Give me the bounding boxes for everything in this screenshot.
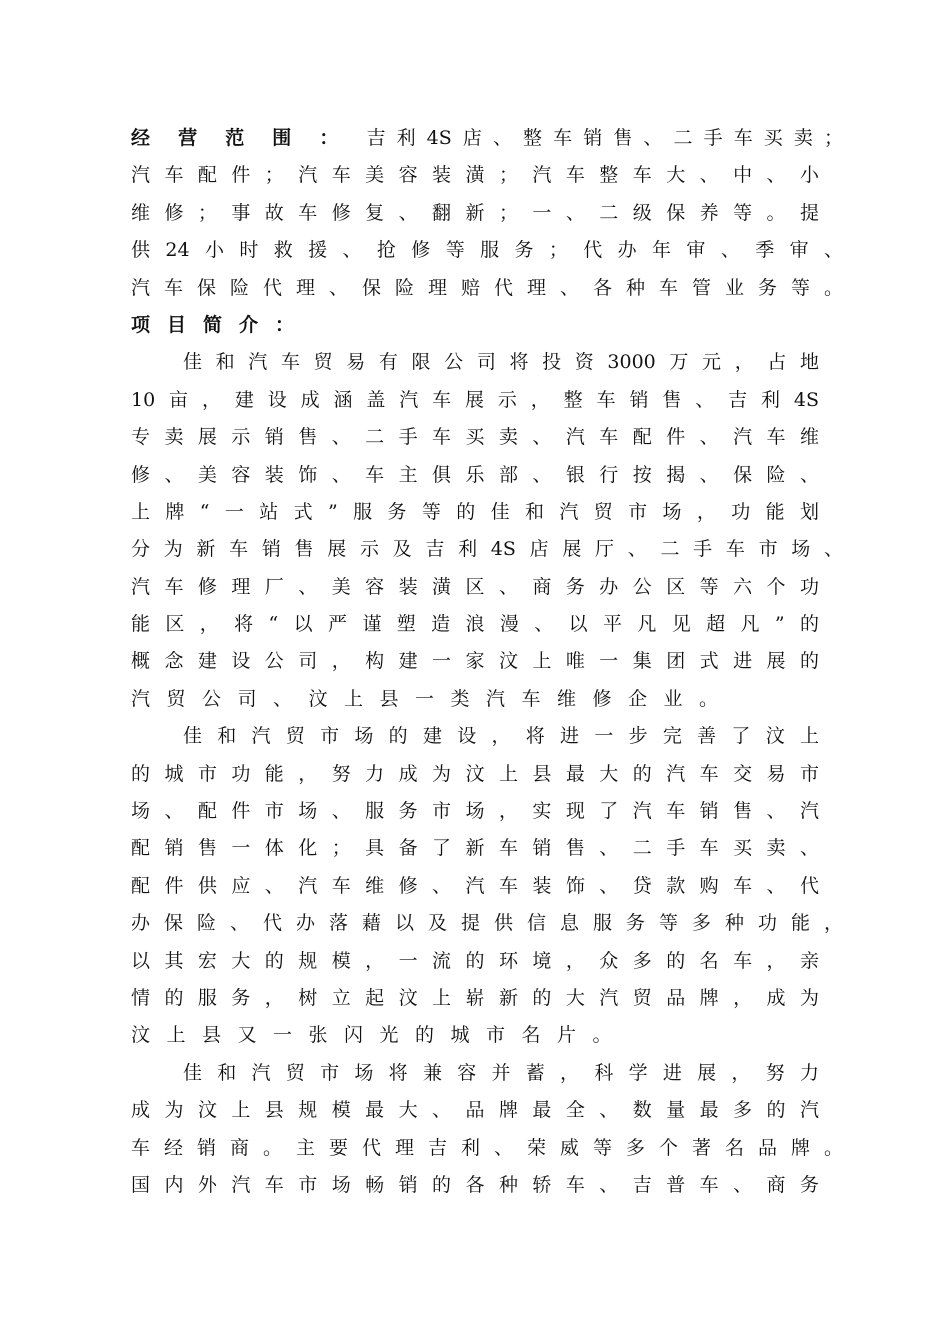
paragraph-2-line: 配件供应、汽车维修、汽车装饰、贷款购车、代	[131, 874, 819, 897]
paragraph-1-line: 10亩，建设成涵盖汽车展示，整车销售、吉利4S	[131, 388, 819, 411]
business-scope-line-1	[131, 120, 851, 157]
business-scope-line-5: 汽车保险代理、保险理赔代理、各种车管业务等。	[131, 276, 843, 299]
paragraph-1-line: 分为新车销售展示及吉利4S店展厅、二手车市场、	[131, 538, 843, 561]
paragraph-2-line: 办保险、代办落藉以及提供信息服务等多种功能，	[131, 912, 843, 935]
paragraph-2-line: 场、配件市场、服务市场，实现了汽车销售、汽	[131, 800, 819, 823]
document-page	[131, 120, 851, 1204]
business-scope-line-4: 供24小时救援、抢修等服务；代办年审、季审、	[131, 239, 843, 262]
paragraph-1-line: 能区，将“以严谨塑造浪漫、以平凡见超凡”的	[131, 613, 819, 636]
paragraph-1-line: 修、美容装饰、车主俱乐部、银行按揭、保险、	[131, 463, 819, 486]
paragraph-2-line: 以其宏大的规模，一流的环境，众多的名车，亲	[131, 949, 819, 972]
paragraph-2-line: 汶上县又一张闪光的城市名片。	[131, 1024, 629, 1047]
paragraph-1-line: 专卖展示销售、二手车买卖、汽车配件、汽车维	[131, 426, 819, 449]
paragraph-1-line: 汽贸公司、汶上县一类汽车维修企业。	[131, 687, 735, 710]
business-scope-line-2: 汽车配件；汽车美容装潢；汽车整车大、中、小	[131, 164, 819, 187]
paragraph-3-line: 成为汶上县规模最大、品牌最全、数量最多的汽	[131, 1099, 819, 1122]
paragraph-3-line: 国内外汽车市场畅销的各种轿车、吉普车、商务	[131, 1173, 819, 1196]
project-intro-heading: 项目简介：	[131, 313, 312, 336]
paragraph-1-line: 概念建设公司，构建一家汶上唯一集团式进展的	[131, 650, 819, 673]
paragraph-1-line: 佳和汽车贸易有限公司将投资3000万元，占地	[183, 351, 819, 374]
paragraph-1-line: 汽车修理厂、美容装潢区、商务办公区等六个功	[131, 575, 819, 598]
paragraph-2-line: 的城市功能，努力成为汶上县最大的汽车交易市	[131, 762, 819, 785]
business-scope-text: 吉利4S店、整车销售、二手车买卖；	[366, 127, 843, 149]
paragraph-2-line: 情的服务，树立起汶上崭新的大汽贸品牌，成为	[131, 986, 819, 1009]
paragraph-3-line: 车经销商。主要代理吉利、荣威等多个著名品牌。	[131, 1136, 843, 1159]
paragraph-3-line: 佳和汽贸市场将兼容并蓄，科学进展，努力	[183, 1061, 819, 1084]
business-scope-line-3: 维修；事故车修复、翻新；一、二级保养等。提	[131, 201, 819, 224]
paragraph-2-line: 佳和汽贸市场的建设，将进一步完善了汶上	[183, 725, 819, 748]
paragraph-2-line: 配销售一体化；具备了新车销售、二手车买卖、	[131, 837, 819, 860]
business-scope-label: 经营范围：	[131, 127, 367, 149]
paragraph-1-line: 上牌“一站式”服务等的佳和汽贸市场，功能划	[131, 500, 819, 523]
